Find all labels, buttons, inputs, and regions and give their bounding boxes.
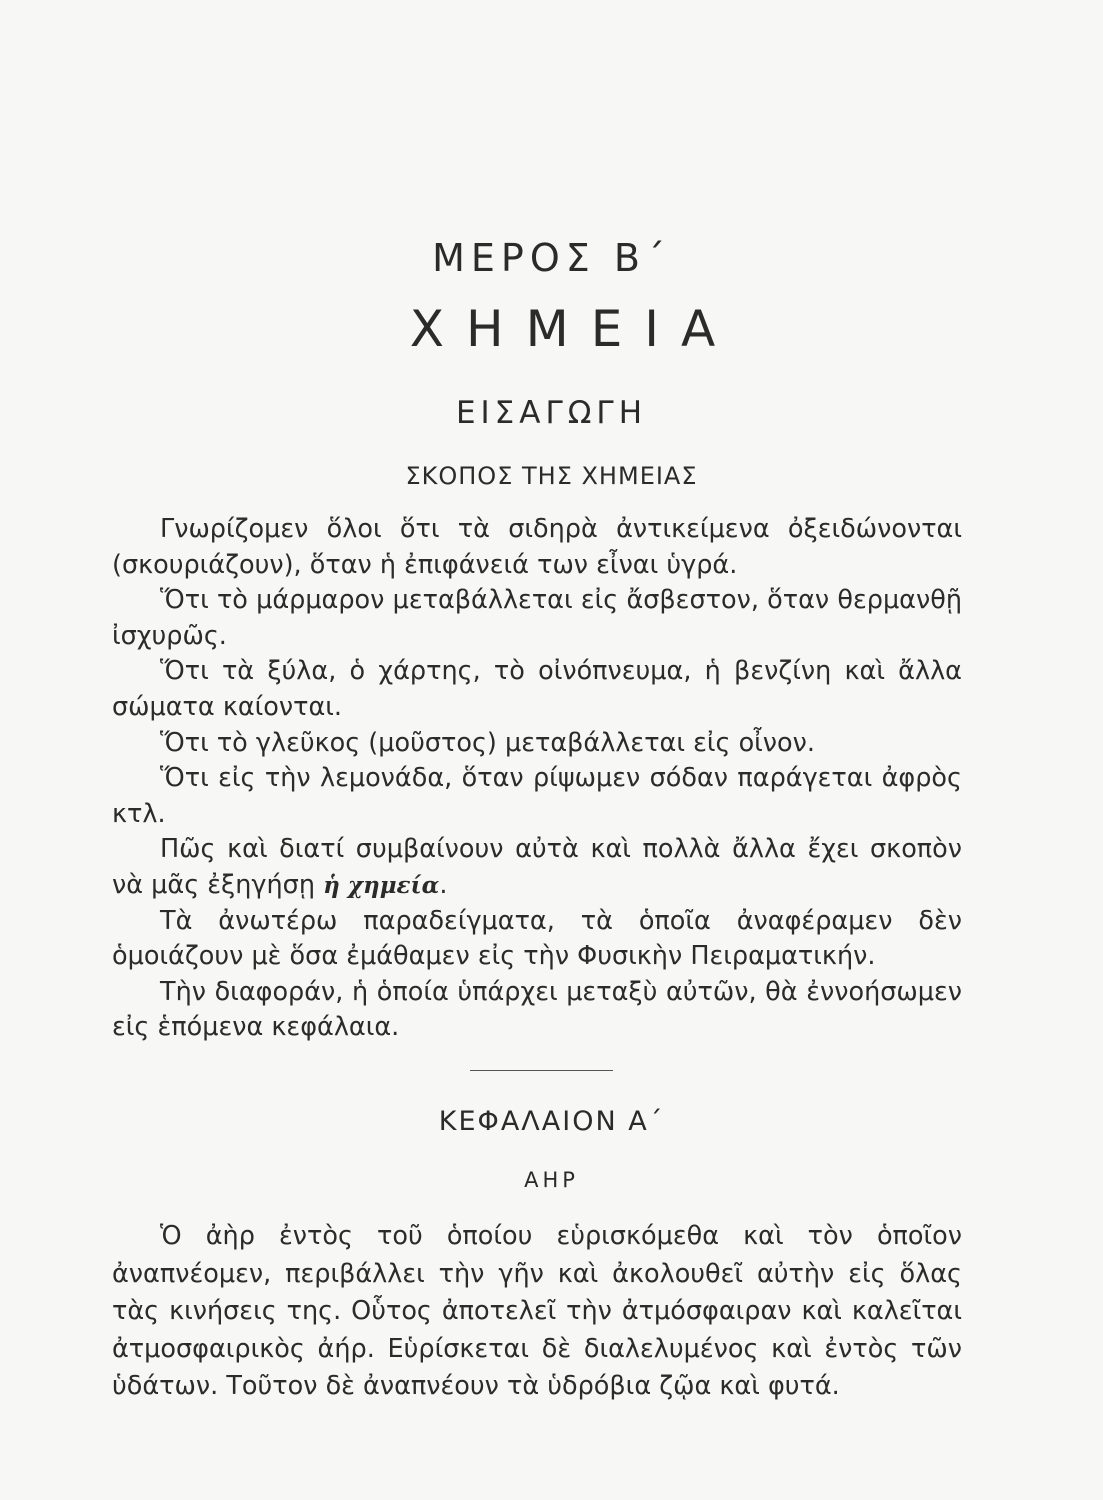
part-title: ΜΕΡΟΣ Β΄ [432,236,671,280]
paragraph-7: Τὰ ἀνωτέρω παραδείγματα, τὰ ὁποῖα ἀναφέραμεν δὲν ὁμοιάζουν μὲ ὅσα ἐμάθαμεν εἰς τὴν Φυσικὴν Πειραματικήν. [112,905,962,972]
paragraph-3: Ὅτι τὰ ξύλα, ὁ χάρτης, τὸ οἰνόπνευμα, ἡ βενζίνη καὶ ἄλλα σώματα καίονται. [112,656,962,722]
paragraph-6 [112,832,962,903]
emphasis-period: . [439,869,448,900]
paragraph-1: Γνωρίζομεν ὅλοι ὅτι τὰ σιδηρὰ ἀντικείμενα ὀξειδώνονται (σκουριάζουν), ὅταν ἡ ἐπιφάνειά των εἶναι ὑγρά. [112,514,962,580]
chapter-subtitle: ΑΗΡ [524,1168,579,1192]
paragraph-6-text: Πῶς καὶ διατί συμβαίνουν αὐτὰ καὶ πολλὰ ἄλλα ἔχει σκοπὸν νὰ μᾶς ἐξηγήσῃ [112,834,962,900]
chapter-text [112,1218,962,1406]
paragraph-5: Ὅτι εἰς τὴν λεμονάδα, ὅταν ρίψωμεν σόδαν παράγεται ἀφρὸς κτλ. [112,763,962,829]
paragraph-8: Τὴν διαφοράν, ἡ ὁποία ὑπάρχει μεταξὺ αὐτῶν, θὰ ἐννοήσωμεν εἰς ἑπόμενα κεφάλαια. [112,976,962,1043]
section-divider [470,1070,613,1071]
main-title: ΧΗΜΕΙΑ [409,300,738,358]
chapter-paragraph: Ὁ ἀὴρ ἐντὸς τοῦ ὁποίου εὑρισκόμεθα καὶ τὸν ὁποῖον ἀναπνέομεν, περιβάλλει τὴν γῆν καὶ ἀκολουθεῖ αὐτὴν εἰς ὅλας τὰς κινήσεις της. Οὗτος ἀποτελεῖ τὴν ἀτμόσφαιραν καὶ καλεῖται ἀτμοσφαιρικὸς ἀήρ. Εὑρίσκεται δὲ διαλελυμένος καὶ ἐντὸς τῶν ὑδάτων. Τοῦτον δὲ ἀναπνέουν τὰ ὑδρόβια ζῷα καὶ φυτά. [112,1221,962,1401]
emphasis-chemistry: ἡ χημεία [323,871,440,899]
section-title: ΣΚΟΠΟΣ ΤΗΣ ΧΗΜΕΙΑΣ [405,462,698,490]
chapter-title: ΚΕΦΑΛΑΙΟΝ Α΄ [438,1106,665,1137]
paragraph-4: Ὅτι τὸ γλεῦκος (μοῦστος) μεταβάλλεται εἰς οἶνον. [160,727,815,758]
intro-title: ΕΙΣΑΓΩΓΗ [455,395,648,431]
intro-text [112,512,962,1046]
paragraph-2: Ὅτι τὸ μάρμαρον μεταβάλλεται εἰς ἄσβεστον, ὅταν θερμανθῇ ἰσχυρῶς. [112,585,962,651]
